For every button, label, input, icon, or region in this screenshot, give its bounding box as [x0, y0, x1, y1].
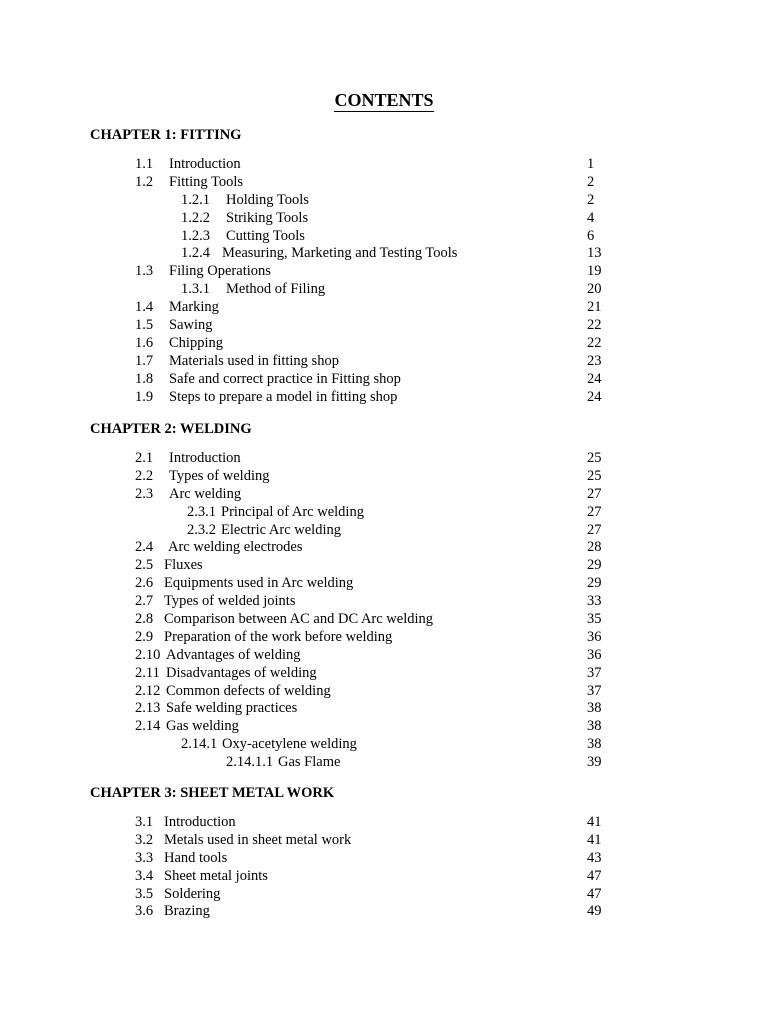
toc-entry-label: Marking: [169, 299, 219, 316]
toc-entry-page: 37: [587, 682, 602, 699]
toc-entry-number: 2.2: [135, 467, 154, 484]
toc-entry: [0, 245, 768, 263]
toc-entry-page: 24: [587, 388, 602, 405]
toc-entry-page: 36: [587, 646, 602, 663]
toc-entry: [0, 868, 768, 886]
toc-entry-number: 2.10: [135, 646, 161, 663]
toc-entry-number: 1.3: [135, 263, 154, 280]
toc-entry-label: Comparison between AC and DC Arc welding: [164, 611, 434, 628]
toc-entry-number: 2.4: [135, 539, 154, 556]
toc-entry: [0, 903, 768, 921]
toc-entry: [0, 192, 768, 210]
toc-entry: [0, 886, 768, 904]
toc-entry-number: 2.14.1: [181, 736, 218, 753]
toc-entry-number: 1.5: [135, 317, 154, 334]
toc-entry: [0, 647, 768, 665]
toc-entry-number: 1.4: [135, 299, 154, 316]
toc-entry: [0, 665, 768, 683]
toc-entry-label: Electric Arc welding: [221, 521, 341, 538]
toc-entry-label: Gas welding: [166, 718, 239, 735]
toc-entry: [0, 718, 768, 736]
toc-entry-number: 1.9: [135, 388, 154, 405]
toc-list: [0, 814, 768, 921]
toc-entry-number: 1.2.4: [181, 245, 210, 262]
toc-entry-label: Fitting Tools: [169, 173, 244, 190]
toc-entry-label: Brazing: [164, 903, 210, 920]
toc-entry-page: 47: [587, 867, 602, 884]
toc-entry-number: 2.3.1: [187, 503, 216, 520]
toc-entry-number: 2.12: [135, 682, 161, 699]
toc-entry-page: 39: [587, 754, 602, 771]
toc-entry-number: 3.6: [135, 903, 154, 920]
page-title: [0, 89, 768, 111]
toc-entry: [0, 486, 768, 504]
toc-entry-number: 2.1: [135, 450, 154, 466]
toc-entry: [0, 629, 768, 647]
toc-entry-page: 20: [587, 281, 602, 298]
toc-entry-page: 27: [587, 485, 602, 502]
toc-entry-page: 29: [587, 557, 602, 574]
toc-entry-page: 19: [587, 263, 602, 280]
toc-entry-number: 3.5: [135, 885, 154, 902]
toc-entry: [0, 814, 768, 832]
toc-entry-label: Method of Filing: [226, 281, 326, 298]
toc-entry-number: 2.9: [135, 628, 154, 645]
toc-entry-page: 27: [587, 503, 602, 520]
toc-entry-number: 2.7: [135, 593, 154, 610]
toc-entry-number: 3.3: [135, 849, 154, 866]
toc-entry-number: 3.4: [135, 867, 154, 884]
toc-entry-label: Arc welding: [169, 485, 242, 502]
toc-entry-page: 22: [587, 317, 602, 334]
toc-entry-page: 38: [587, 736, 602, 753]
toc-entry: [0, 299, 768, 317]
toc-entry-page: 2: [587, 191, 595, 208]
toc-entry-page: 41: [587, 814, 602, 830]
toc-entry-label: Principal of Arc welding: [221, 503, 364, 520]
toc-entry-label: Steps to prepare a model in fitting shop: [169, 388, 398, 405]
toc-entry-page: 43: [587, 849, 602, 866]
toc-entry-label: Safe welding practices: [166, 700, 298, 717]
toc-entry-number: 2.14: [135, 718, 161, 735]
page-title-text: CONTENTS: [334, 90, 434, 110]
toc-entry: [0, 317, 768, 335]
toc-entry-label: Metals used in sheet metal work: [164, 831, 352, 848]
toc-entry-page: 2: [587, 173, 595, 190]
toc-entry-label: Sheet metal joints: [164, 867, 268, 884]
toc-entry-number: 2.13: [135, 700, 161, 717]
toc-entry-number: 2.11: [135, 664, 160, 681]
toc-entry-label: Materials used in fitting shop: [169, 352, 339, 369]
toc-entry-page: 37: [587, 664, 602, 681]
toc-entry-label: Holding Tools: [226, 191, 309, 208]
toc-entry-label: Safe and correct practice in Fitting shop: [169, 370, 401, 387]
toc-entry: [0, 468, 768, 486]
toc-entry-page: 24: [587, 370, 602, 387]
toc-entry-label: Fluxes: [164, 557, 203, 574]
toc-entry-label: Types of welding: [169, 467, 270, 484]
toc-entry-label: Types of welded joints: [164, 593, 296, 610]
toc-entry-label: Measuring, Marketing and Testing Tools: [222, 245, 458, 262]
toc-entry: [0, 335, 768, 353]
toc-entry-number: 1.2.1: [181, 191, 210, 208]
toc-entry-label: Striking Tools: [226, 209, 309, 226]
toc-entry-number: 3.1: [135, 814, 154, 830]
toc-entry-label: Common defects of welding: [166, 682, 331, 699]
toc-entry-page: 22: [587, 334, 602, 351]
toc-entry: [0, 593, 768, 611]
toc-entry-page: 35: [587, 611, 602, 628]
toc-entry-label: Soldering: [164, 885, 221, 902]
toc-entry-number: 2.5: [135, 557, 154, 574]
toc-entry-page: 41: [587, 831, 602, 848]
toc-entry: [0, 263, 768, 281]
toc-entry-number: 1.2: [135, 173, 154, 190]
toc-entry-label: Filing Operations: [169, 263, 271, 280]
toc-entry-number: 1.1: [135, 156, 154, 172]
toc-entry-number: 1.7: [135, 352, 154, 369]
toc-entry: [0, 754, 768, 772]
toc-entry-page: 1: [587, 156, 595, 172]
toc-entry: [0, 736, 768, 754]
toc-entry: [0, 174, 768, 192]
toc-entry-number: 1.2.3: [181, 227, 210, 244]
toc-entry: [0, 850, 768, 868]
toc-entry-page: 13: [587, 245, 602, 262]
toc-entry-page: 27: [587, 521, 602, 538]
toc-entry-page: 25: [587, 450, 602, 466]
toc-entry-page: 29: [587, 575, 602, 592]
toc-entry-page: 47: [587, 885, 602, 902]
chapter-heading: CHAPTER 1: FITTING: [90, 127, 242, 143]
toc-entry: [0, 156, 768, 174]
toc-entry-number: 1.6: [135, 334, 154, 351]
toc-entry-page: 4: [587, 209, 595, 226]
toc-entry-page: 36: [587, 628, 602, 645]
toc-entry: [0, 832, 768, 850]
chapter-heading: CHAPTER 2: WELDING: [90, 421, 252, 437]
toc-entry-number: 2.3: [135, 485, 154, 502]
toc-entry-label: Advantages of welding: [166, 646, 301, 663]
toc-entry-label: Oxy-acetylene welding: [222, 736, 357, 753]
toc-entry-page: 38: [587, 718, 602, 735]
toc-entry-page: 38: [587, 700, 602, 717]
toc-entry-label: Sawing: [169, 317, 213, 334]
toc-entry-number: 2.14.1.1: [226, 754, 274, 771]
toc-entry: [0, 700, 768, 718]
toc-entry-page: 6: [587, 227, 595, 244]
toc-entry: [0, 504, 768, 522]
toc-entry: [0, 228, 768, 246]
toc-entry-label: Disadvantages of welding: [166, 664, 317, 681]
toc-entry: [0, 575, 768, 593]
toc-entry-number: 1.2.2: [181, 209, 210, 226]
toc-entry-page: 25: [587, 467, 602, 484]
toc-entry: [0, 210, 768, 228]
toc-list: [0, 156, 768, 406]
toc-entry-label: Chipping: [169, 334, 223, 351]
toc-entry: [0, 353, 768, 371]
toc-entry-label: Gas Flame: [278, 754, 341, 771]
toc-entry-page: 33: [587, 593, 602, 610]
toc-entry: [0, 281, 768, 299]
toc-entry-page: 28: [587, 539, 602, 556]
toc-entry: [0, 611, 768, 629]
toc-entry: [0, 450, 768, 468]
toc-entry: [0, 371, 768, 389]
toc-entry-page: 49: [587, 903, 602, 920]
toc-entry-number: 2.3.2: [187, 521, 216, 538]
toc-entry: [0, 683, 768, 701]
toc-entry-number: 1.3.1: [181, 281, 210, 298]
toc-entry-label: Introduction: [164, 814, 236, 830]
toc-entry-number: 2.6: [135, 575, 154, 592]
toc-entry-label: Cutting Tools: [226, 227, 305, 244]
toc-entry: [0, 389, 768, 407]
toc-entry-page: 23: [587, 352, 602, 369]
toc-entry-number: 2.8: [135, 611, 154, 628]
toc-entry-label: Hand tools: [164, 849, 228, 866]
toc-entry-label: Equipments used in Arc welding: [164, 575, 354, 592]
toc-entry-page: 21: [587, 299, 602, 316]
toc-entry: [0, 522, 768, 540]
toc-entry-label: Introduction: [169, 450, 241, 466]
chapter-heading: CHAPTER 3: SHEET METAL WORK: [90, 785, 335, 801]
toc-entry: [0, 539, 768, 557]
toc-entry-number: 1.8: [135, 370, 154, 387]
toc-entry: [0, 557, 768, 575]
toc-entry-number: 3.2: [135, 831, 154, 848]
toc-entry-label: Preparation of the work before welding: [164, 628, 393, 645]
toc-list: [0, 450, 768, 772]
toc-entry-label: Introduction: [169, 156, 241, 172]
toc-entry-label: Arc welding electrodes: [168, 539, 303, 556]
